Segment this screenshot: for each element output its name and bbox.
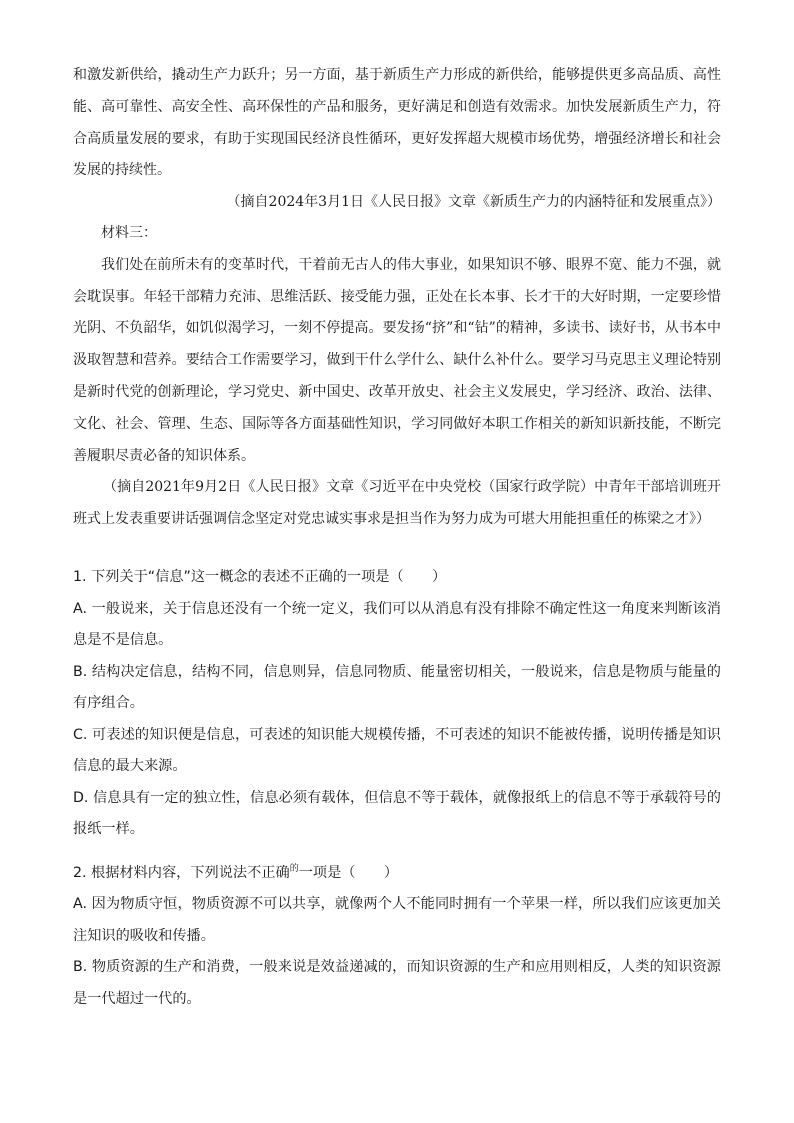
material-three-paragraph: 我们处在前所未有的变革时代，干着前无古人的伟大事业，如果知识不够、眼界不宽、能力不强，就会耽误事。年轻干部精力充沛、思维活跃、接受能力强，正处在长本事、长才干的大好时期，一定要珍惜光阴、不负韶华，如饥似渴学习，一刻不停提高。要发扬“挤”和“钻”的精神，多读书、读好书，从书本中汲取智慧和营养。要结合工作需要学习，做到干什么学什么、缺什么补什么。要学习马克思主义理论特别是新时代党的创新理论，学习党史、新中国史、改革开放史、社会主义发展史，学习经济、政治、法律、文化、社会、管理、生态、国际等各方面基础性知识，学习同做好本职工作相关的新知识新技能，不断完善履职尽责必备的知识体系。 xyxy=(73,256,721,464)
question-1-option-c: C. 可表述的知识便是信息，可表述的知识能大规模传播，不可表述的知识不能被传播，说明传播是知识信息的最大来源。 xyxy=(73,726,721,774)
question-list xyxy=(73,562,721,1015)
material-two-source: （摘自2024年3月1日《人民日报》文章《新质生产力的内涵特征和发展重点》） xyxy=(226,194,721,211)
question-1-stem: 1. 下列关于“信息”这一概念的表述不正确的一项是（ ） xyxy=(73,569,447,585)
question-2-stem xyxy=(73,854,721,890)
question-2-stem-end: 一项是（ ） xyxy=(298,864,399,881)
material-two-tail xyxy=(73,60,721,219)
material-three-heading: 材料三： xyxy=(101,225,157,241)
question-2-stem-start: 2. 根据材料内容，下列说法不正确 xyxy=(73,864,290,881)
material-three xyxy=(73,218,721,536)
question-2-stem-mark: 的 xyxy=(289,863,299,874)
question-1-option-a: A. 一般说来，关于信息还没有一个统一定义，我们可以从消息有没有排除不确定性这一角度来判断该消息是不是信息。 xyxy=(73,600,721,648)
question-2-option-b: B. 物质资源的生产和消费，一般来说是效益递减的，而知识资源的生产和应用则相反，人类的知识资源是一代超过一代的。 xyxy=(73,959,721,1007)
question-1-option-d: D. 信息具有一定的独立性，信息必须有载体，但信息不等于载体，就像报纸上的信息不等于承载符号的报纸一样。 xyxy=(73,789,721,837)
question-1-option-b: B. 结构决定信息，结构不同，信息则异，信息同物质、能量密切相关，一般说来，信息是物质与能量的有序组合。 xyxy=(73,663,721,711)
material-two-paragraph: 和激发新供给，撬动生产力跃升；另一方面，基于新质生产力形成的新供给，能够提供更多高品质、高性能、高可靠性、高安全性、高环保性的产品和服务，更好满足和创造有效需求。加快发展新质生产力，符合高质量发展的要求，有助于实现国民经济良性循环，更好发挥超大规模市场优势，增强经济增长和社会发展的持续性。 xyxy=(73,67,721,179)
question-2-option-a: A. 因为物质守恒，物质资源不可以共享，就像两个人不能同时拥有一个苹果一样，所以我们应该更加关注知识的吸收和传播。 xyxy=(73,896,721,944)
material-three-source: （摘自2021年9月2日《人民日报》文章《习近平在中央党校（国家行政学院）中青年干部培训班开班式上发表重要讲话强调信念坚定对党忠诚实事求是担当作为努力成为可堪大用能担重任的栋梁之才》） xyxy=(73,479,721,528)
